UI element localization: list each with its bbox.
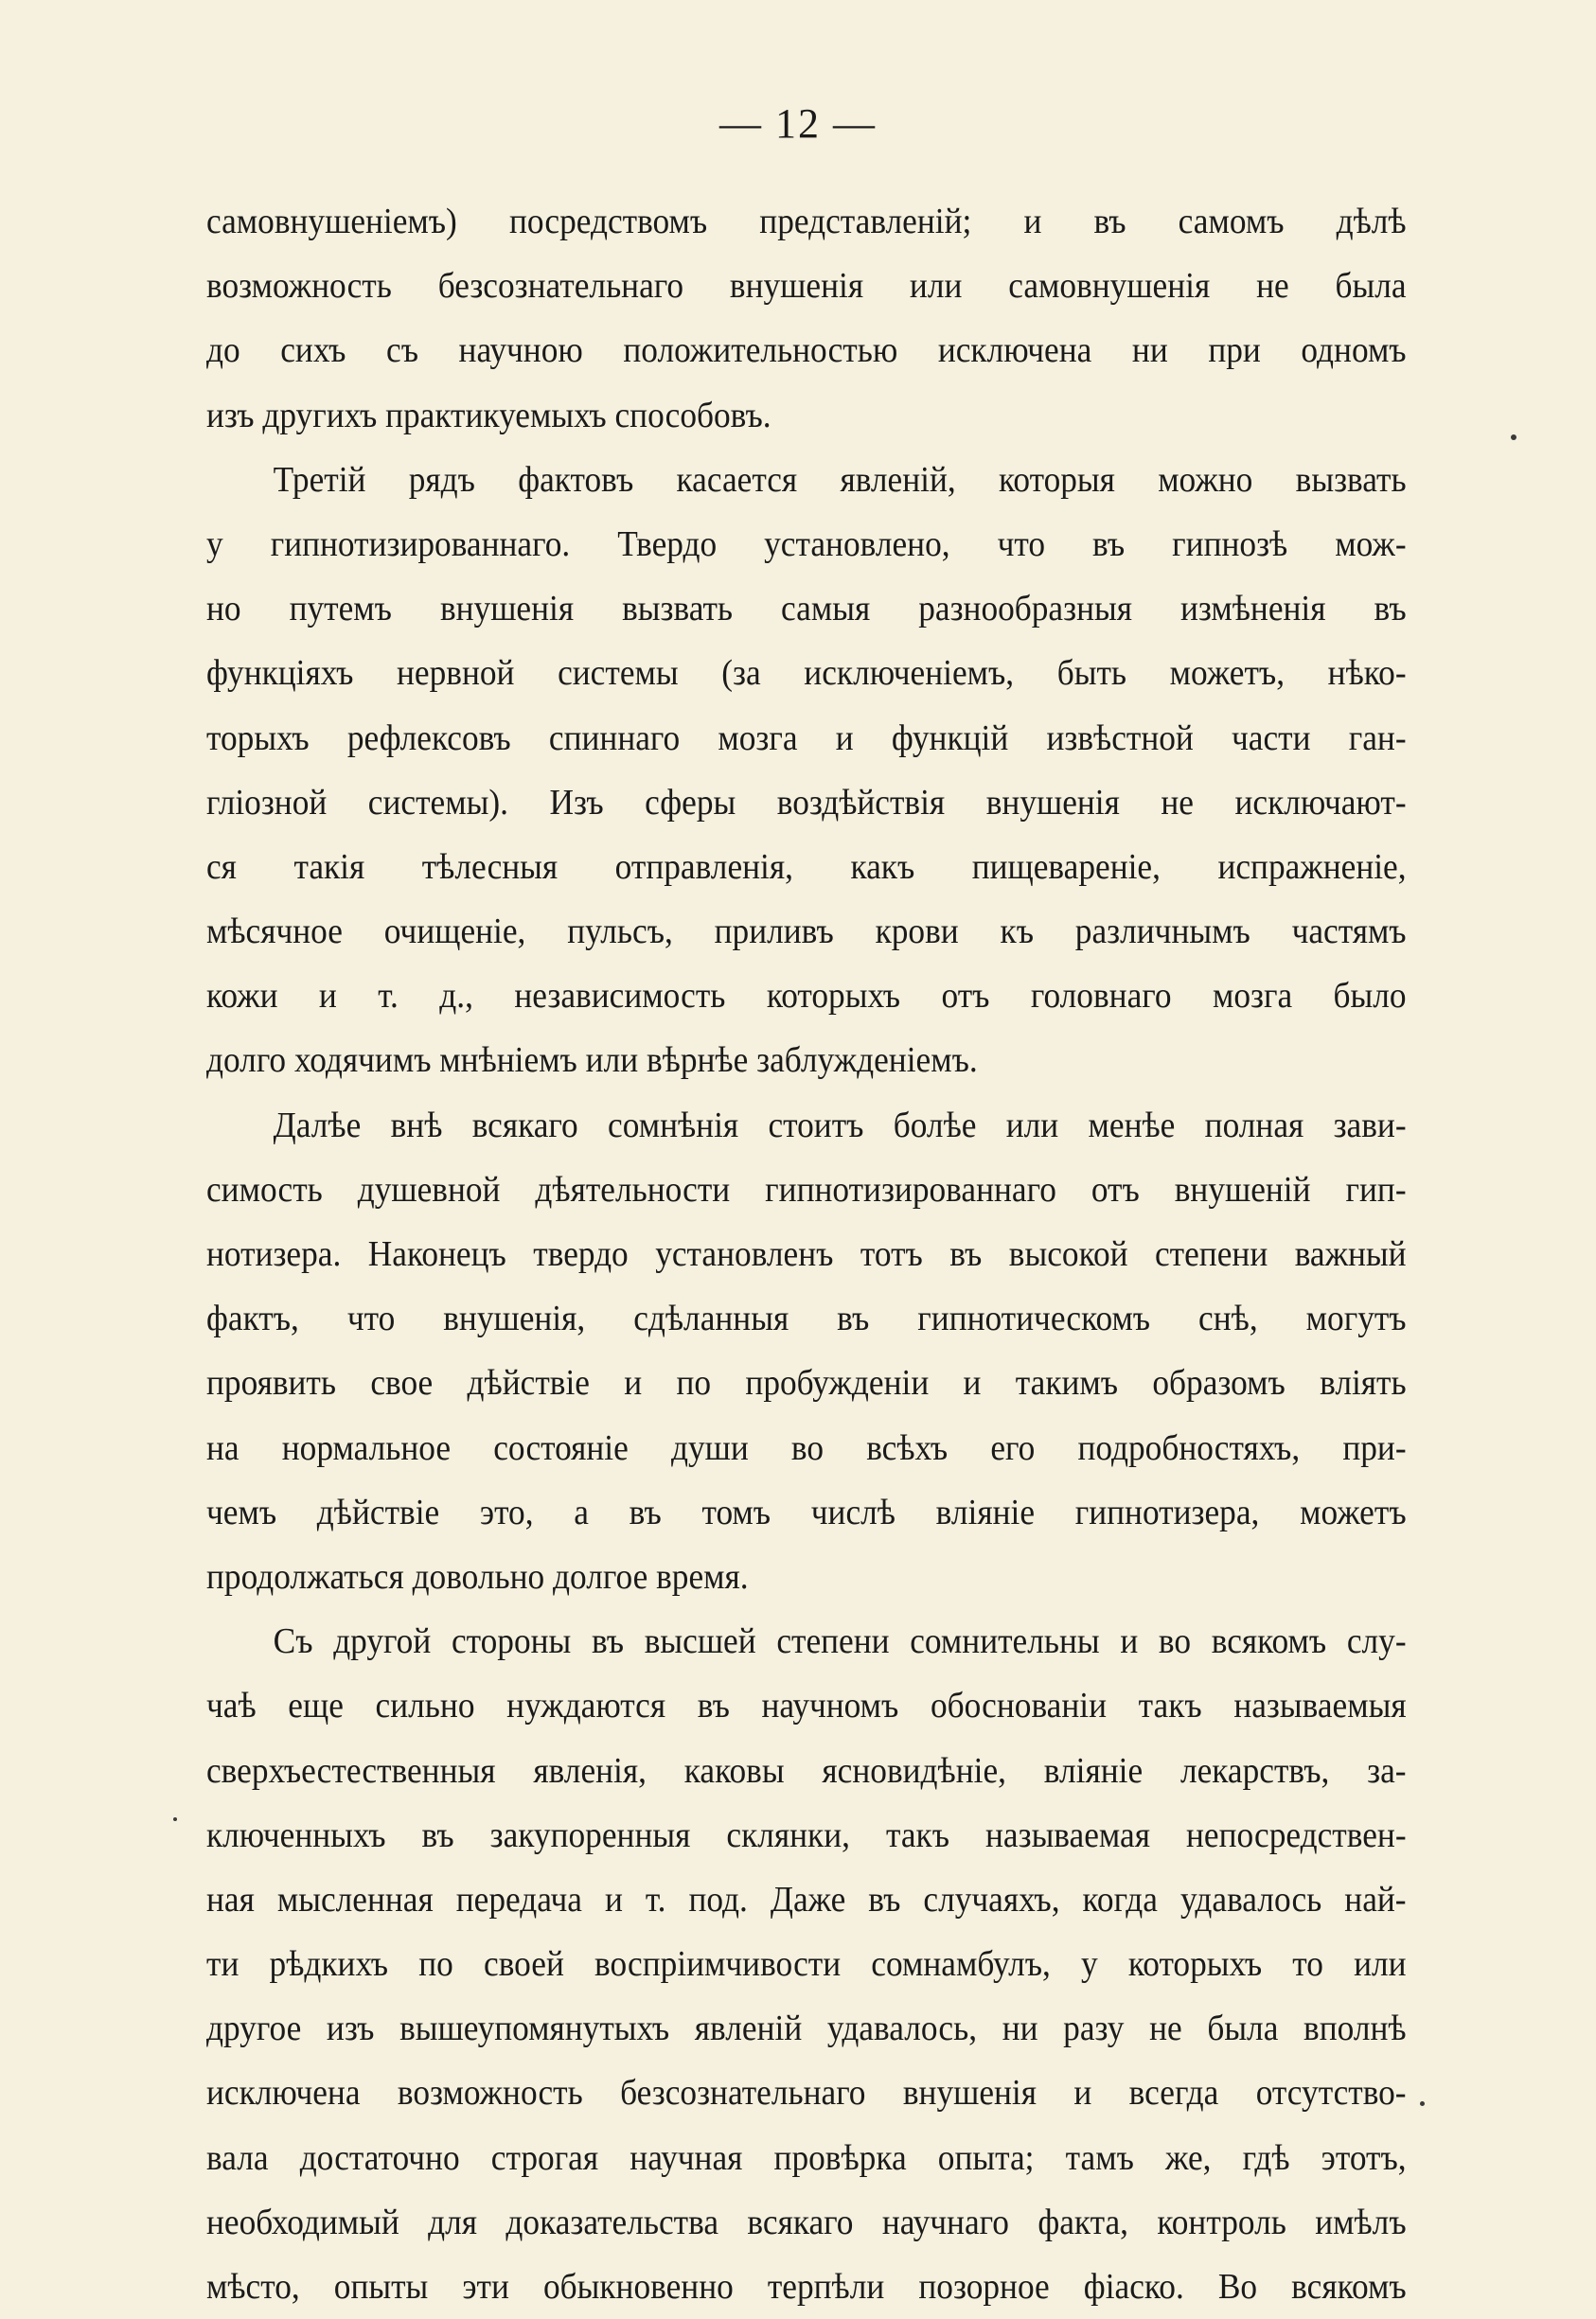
- paragraph-first-line: Съ другой стороны въ высшей степени сомнительны и во всякомъ слу-: [273, 1621, 1407, 1662]
- text-line: долго ходячимъ мнѣніемъ или вѣрнѣе заблужденіемъ.: [206, 1040, 978, 1081]
- text-line: ся такія тѣлесныя отправленія, какъ пищевареніе, испражненіе,: [206, 846, 1407, 887]
- text-line: необходимый для доказательства всякаго научнаго факта, контроль имѣлъ: [206, 2202, 1407, 2242]
- text-line: сверхъестественныя явленія, каковы ясновидѣніе, вліяніе лекарствъ, за-: [206, 1750, 1407, 1791]
- margin-speck: [1511, 434, 1516, 440]
- body-text: [206, 189, 1407, 2319]
- text-line: исключена возможность безсознательнаго внушенія и всегда отсутство-: [206, 2073, 1407, 2114]
- text-line: ная мысленная передача и т. под. Даже въ случаяхъ, когда удавалось най-: [206, 1879, 1407, 1920]
- text-line: мѣсячное очищеніе, пульсъ, приливъ крови къ различнымъ частямъ: [206, 912, 1407, 952]
- paragraph-first-line: Третій рядъ фактовъ касается явленій, которыя можно вызвать: [273, 459, 1407, 500]
- page-number: — 12 —: [719, 100, 877, 147]
- text-line: ти рѣдкихъ по своей воспріимчивости сомнамбулъ, у которыхъ то или: [206, 1944, 1407, 1985]
- text-line: на нормальное состояніе души во всѣхъ его подробностяхъ, при-: [206, 1427, 1407, 1468]
- text-line: ключенныхъ въ закупоренныя склянки, такъ называемая непосредствен-: [206, 1814, 1407, 1855]
- text-line: нотизера. Наконецъ твердо установленъ тотъ въ высокой степени важный: [206, 1234, 1407, 1274]
- text-line: продолжаться довольно долгое время.: [206, 1556, 749, 1597]
- text-line: самовнушеніемъ) посредствомъ представленій; и въ самомъ дѣлѣ: [206, 202, 1407, 241]
- text-line: другое изъ вышеупомянутыхъ явленій удавалось, ни разу не была вполнѣ: [206, 2009, 1407, 2049]
- text-line: но путемъ внушенія вызвать самыя разнообразныя измѣненія въ: [206, 589, 1407, 629]
- text-line: торыхъ рефлексовъ спиннаго мозга и функцій извѣстной части ган-: [206, 717, 1407, 758]
- text-line: фактъ, что внушенія, сдѣланныя въ гипнотическомъ снѣ, могутъ: [206, 1299, 1407, 1339]
- margin-speck: [173, 1817, 177, 1821]
- text-line: вала достаточно строгая научная провѣрка опыта; тамъ же, гдѣ этотъ,: [206, 2137, 1407, 2178]
- paragraph-first-line: Далѣе внѣ всякаго сомнѣнія стоитъ болѣе или менѣе полная зави-: [273, 1105, 1407, 1145]
- text-line: кожи и т. д., независимость которыхъ отъ головнаго мозга было: [206, 976, 1407, 1017]
- text-line: симость душевной дѣятельности гипнотизированнаго отъ внушеній гип-: [206, 1169, 1407, 1210]
- text-line: изъ другихъ практикуемыхъ способовъ.: [206, 395, 771, 435]
- text-line: у гипнотизированнаго. Твердо установлено, что въ гипнозѣ мож-: [206, 523, 1407, 564]
- text-line: проявить свое дѣйствіе и по пробужденіи и такимъ образомъ вліять: [206, 1363, 1407, 1404]
- text-line: гліозной системы). Изъ сферы воздѣйствія внушенія не исключают-: [206, 782, 1407, 823]
- text-line: мѣсто, опыты эти обыкновенно терпѣли позорное фіаско. Во всякомъ: [206, 2267, 1407, 2307]
- text-line: возможность безсознательнаго внушенія или самовнушенія не была: [206, 266, 1407, 307]
- text-line: чаѣ еще сильно нуждаются въ научномъ обоснованіи такъ называемыя: [206, 1686, 1407, 1726]
- text-line: чемъ дѣйствіе это, а въ томъ числѣ вліяніе гипнотизера, можетъ: [206, 1492, 1407, 1532]
- margin-speck: [1420, 2101, 1425, 2106]
- text-line: до сихъ съ научною положительностью исключена ни при одномъ: [206, 330, 1407, 371]
- text-line: функціяхъ нервной системы (за исключеніемъ, быть можетъ, нѣко-: [206, 653, 1407, 694]
